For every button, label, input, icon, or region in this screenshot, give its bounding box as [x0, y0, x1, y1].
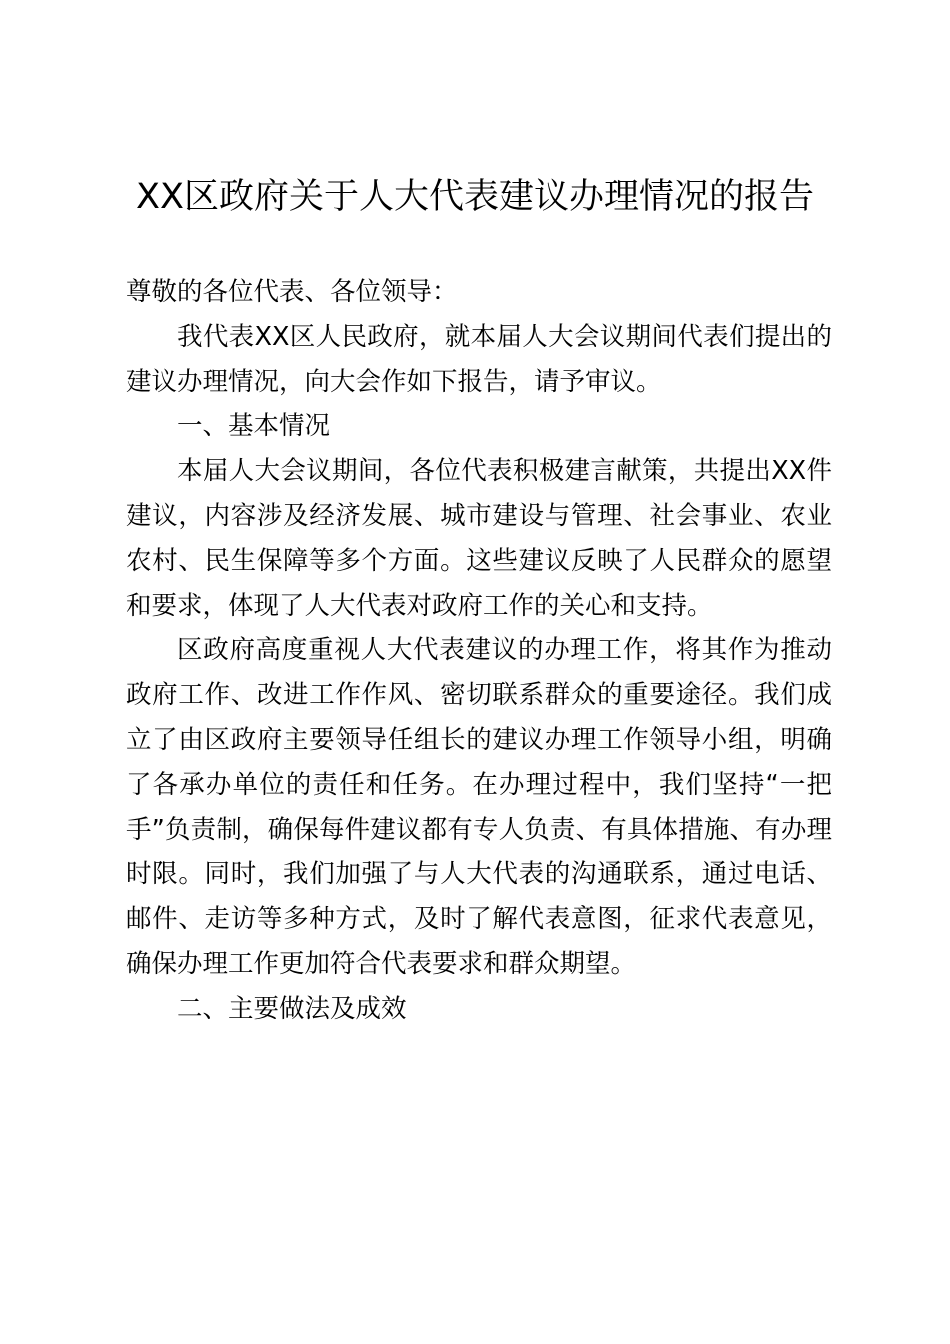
section-heading-practices: 二、主要做法及成效	[177, 993, 407, 1024]
salutation: 尊敬的各位代表、各位领导：	[126, 277, 458, 307]
document-title: XX区政府关于人大代表建议办理情况的报告	[136, 177, 814, 217]
paragraph-basic-situation: 本届人大会议期间，各位代表积极建言献策，共提出XX件建议，内容涉及经济发展、城市建设与管理、社会事业、农业农村、民生保障等多个方面。这些建议反映了人民群众的愿望和要求，体现了人大代表对政府工作的关心和支持。	[126, 456, 832, 621]
document-body	[126, 270, 832, 1032]
section-heading-basic: 一、基本情况	[177, 411, 331, 442]
intro-paragraph: 我代表XX区人民政府，就本届人大会议期间代表们提出的建议办理情况，向大会作如下报告，请予审议。	[126, 321, 832, 397]
paragraph-handling-work: 区政府高度重视人大代表建议的办理工作，将其作为推动政府工作、改进工作作风、密切联系群众的重要途径。我们成立了由区政府主要领导任组长的建议办理工作领导小组，明确了各承办单位的责任和任务。在办理过程中，我们坚持“一把手”负责制，确保每件建议都有专人负责、有具体措施、有办理时限。同时，我们加强了与人大代表的沟通联系，通过电话、邮件、走访等多种方式，及时了解代表意图，征求代表意见，确保办理工作更加符合代表要求和群众期望。	[126, 635, 832, 979]
